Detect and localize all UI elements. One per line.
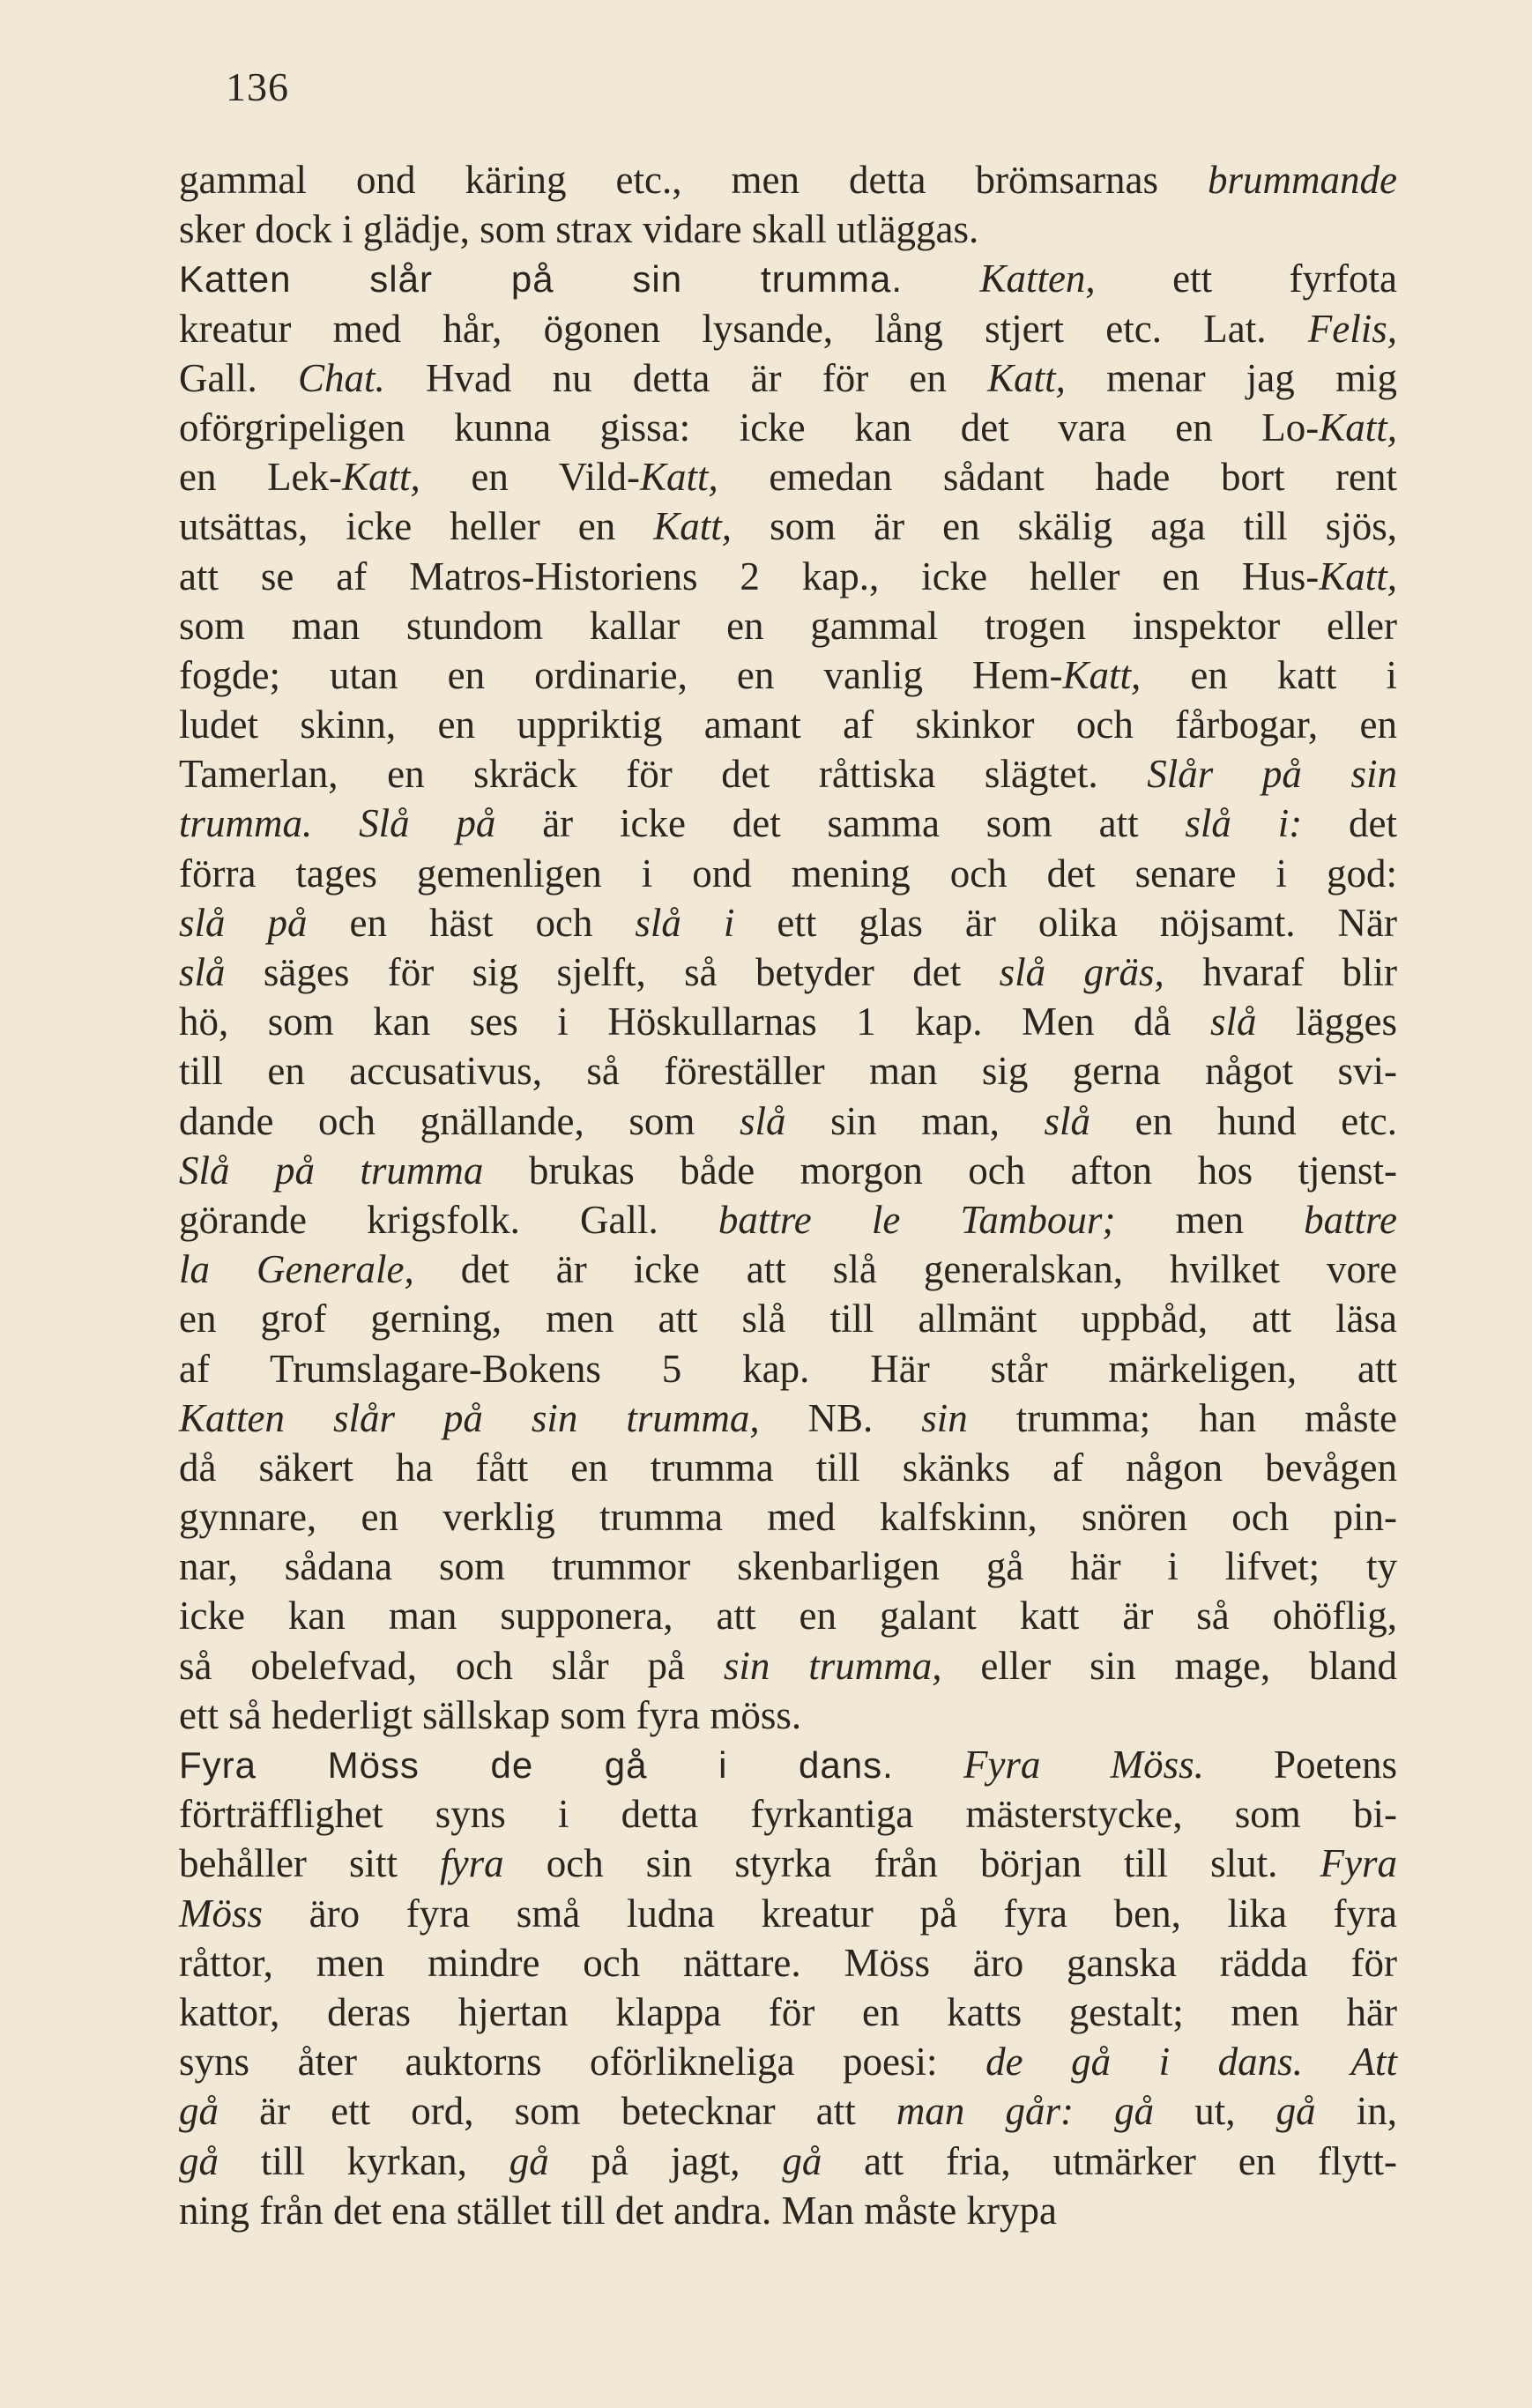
- text-run: en katt i: [1141, 652, 1397, 697]
- text-run: förträfflighet syns i detta fyrkantiga mästerstycke, som bi-: [179, 1792, 1397, 1837]
- text-run: är icke det samma som att: [495, 801, 1186, 846]
- italic-run: Felis,: [1307, 306, 1397, 351]
- text-line: [179, 997, 1397, 1046]
- text-line: [179, 2186, 1397, 2235]
- italic-run: Att: [1350, 2040, 1397, 2085]
- text-line: [179, 1046, 1397, 1096]
- italic-run: Katt,: [1319, 554, 1397, 598]
- italic-run: slå: [1044, 1098, 1091, 1143]
- text-line: [179, 1988, 1397, 2037]
- text-line: [179, 1195, 1397, 1245]
- text-line: [179, 700, 1397, 749]
- text-line: [179, 1542, 1397, 1591]
- text-line: [179, 155, 1397, 204]
- italic-run: Katt,: [1062, 652, 1142, 697]
- text-line: [179, 1938, 1397, 1988]
- text-run: ludet skinn, en uppriktig amant af skinkor och fårbogar, en: [179, 702, 1397, 747]
- text-line: [179, 849, 1397, 898]
- italic-run: trumma.: [179, 801, 313, 846]
- text-line: [179, 254, 1397, 303]
- italic-run: Chat.: [297, 355, 385, 400]
- text-run: ett så hederligt sällskap som fyra möss.: [179, 1692, 802, 1737]
- text-run: så obelefvad, och slår på: [179, 1643, 724, 1688]
- text-run: menar jag mig: [1065, 355, 1397, 400]
- text-line: [179, 1641, 1397, 1691]
- text-line: [179, 552, 1397, 601]
- italic-run: gå: [179, 2138, 219, 2183]
- text-run: som är en skälig aga till sjös,: [732, 504, 1398, 549]
- text-run: emedan sådant hade bort rent: [718, 455, 1398, 500]
- text-run: ett fyrfota: [1095, 256, 1397, 301]
- text-line: [179, 898, 1397, 948]
- text-run: en grof gerning, men att slå till allmänt uppbåd, att läsa: [179, 1297, 1397, 1341]
- text-line: [179, 353, 1397, 403]
- italic-run: Katten slår på sin trumma,: [179, 1395, 760, 1440]
- text-run: NB.: [759, 1395, 922, 1440]
- text-line: [179, 799, 1397, 848]
- italic-run: Fyra: [1320, 1841, 1397, 1886]
- italic-run: sin: [921, 1395, 968, 1440]
- text-line: [179, 1443, 1397, 1492]
- text-run: icke kan man supponera, att en galant katt är så ohöflig,: [179, 1594, 1397, 1639]
- italic-run: Katt,: [1319, 405, 1397, 450]
- text-run: Gall.: [179, 355, 298, 400]
- page-number: 136: [226, 64, 289, 109]
- section-heading: Fyra Möss de gå i dans.: [179, 1744, 894, 1786]
- text-run: en hund etc.: [1090, 1098, 1397, 1143]
- text-run: [903, 256, 979, 301]
- italic-run: la Generale,: [179, 1247, 414, 1292]
- text-run: brukas både morgon och afton hos tjenst-: [483, 1148, 1397, 1193]
- text-run: kattor, deras hjertan klappa för en katts gestalt; men här: [179, 1989, 1397, 2034]
- italic-run: slå gräs,: [999, 950, 1164, 994]
- text-run: behåller sitt: [179, 1841, 441, 1886]
- text-run: fogde; utan en ordinarie, en vanlig Hem-: [179, 652, 1063, 697]
- text-run: oförgripeligen kunna gissa: icke kan det vara en Lo-: [179, 405, 1320, 450]
- italic-run: slå i:: [1185, 801, 1303, 846]
- italic-run: Slå på: [359, 801, 496, 846]
- text-run: [894, 1743, 963, 1787]
- text-run: råttor, men mindre och nättare. Möss äro ganska rädda för: [179, 1940, 1397, 1985]
- text-line: [179, 1591, 1397, 1640]
- text-run: som man stundom kallar en gammal trogen inspektor eller: [179, 603, 1397, 648]
- text-line: [179, 1294, 1397, 1343]
- text-line: [179, 1691, 1397, 1740]
- body-text: [179, 155, 1397, 2235]
- text-line: [179, 601, 1397, 650]
- text-line: [179, 1789, 1397, 1839]
- text-run: till en accusativus, så föreställer man sig gerna något svi-: [179, 1049, 1397, 1094]
- text-run: Poetens: [1203, 1743, 1398, 1787]
- text-run: görande krigsfolk. Gall.: [179, 1197, 718, 1242]
- italic-run: slå: [179, 950, 226, 994]
- italic-run: gå: [1114, 2089, 1155, 2134]
- text-run: lägges: [1256, 1000, 1397, 1044]
- text-line: [179, 1839, 1397, 1888]
- text-run: äro fyra små ludna kreatur på fyra ben, lika fyra: [263, 1891, 1397, 1936]
- italic-run: Slå på trumma: [179, 1148, 484, 1193]
- text-run: på jagt,: [548, 2138, 783, 2183]
- text-run: Hvad nu detta är för en: [384, 355, 988, 400]
- italic-run: gå: [782, 2138, 822, 2183]
- italic-run: Slår på sin: [1147, 752, 1397, 797]
- text-run: är ett ord, som betecknar att: [219, 2089, 896, 2134]
- text-line: [179, 1740, 1397, 1789]
- section-heading: Katten slår på sin trumma.: [179, 258, 903, 301]
- text-line: [179, 1889, 1397, 1938]
- text-run: och sin styrka från början till slut.: [503, 1841, 1320, 1886]
- italic-run: de gå i dans.: [985, 2040, 1303, 2085]
- italic-run: slå på: [179, 900, 308, 945]
- italic-run: gå: [1275, 2089, 1316, 2134]
- text-line: [179, 749, 1397, 799]
- italic-run: Katt,: [342, 455, 420, 500]
- text-run: till kyrkan,: [219, 2138, 509, 2183]
- italic-run: gå: [509, 2138, 549, 2183]
- text-line: [179, 304, 1397, 353]
- italic-run: battre le Tambour;: [718, 1197, 1116, 1242]
- italic-run: gå: [179, 2089, 219, 2134]
- text-run: syns åter auktorns oförlikneliga poesi:: [179, 2040, 986, 2085]
- text-run: utsättas, icke heller en: [179, 504, 654, 549]
- italic-run: battre: [1304, 1197, 1397, 1242]
- text-line: [179, 204, 1397, 254]
- text-run: in,: [1315, 2089, 1397, 2134]
- text-run: eller sin mage, bland: [941, 1643, 1398, 1688]
- italic-run: Katt,: [987, 355, 1066, 400]
- text-run: gammal ond käring etc., men detta brömsarnas: [179, 158, 1208, 202]
- italic-run: Fyra Möss.: [963, 1743, 1204, 1787]
- text-run: en häst och: [307, 900, 636, 945]
- text-line: [179, 2137, 1397, 2186]
- text-run: kreatur med hår, ögonen lysande, lång stjert etc. Lat.: [179, 306, 1308, 351]
- italic-run: man går:: [896, 2089, 1074, 2134]
- text-run: [1303, 2040, 1351, 2084]
- text-line: [179, 2037, 1397, 2086]
- text-line: [179, 1492, 1397, 1542]
- text-run: ut,: [1154, 2089, 1276, 2134]
- italic-run: Katt,: [653, 504, 733, 549]
- text-run: hvaraf blir: [1164, 950, 1397, 994]
- text-line: [179, 1096, 1397, 1146]
- italic-run: slå i: [635, 900, 735, 945]
- text-run: sin man,: [785, 1098, 1045, 1143]
- text-run: sker dock i glädje, som strax vidare skall utläggas.: [179, 207, 979, 252]
- text-line: [179, 403, 1397, 452]
- text-run: hö, som kan ses i Höskullarnas 1 kap. Men då: [179, 1000, 1210, 1044]
- text-line: [179, 1245, 1397, 1294]
- text-run: att se af Matros-Historiens 2 kap., icke heller en Hus-: [179, 554, 1320, 598]
- italic-run: Möss: [179, 1891, 264, 1936]
- text-run: att fria, utmärker en flytt-: [822, 2138, 1398, 2183]
- text-run: ett glas är olika nöjsamt. När: [734, 900, 1397, 945]
- text-run: förra tages gemenligen i ond mening och det senare i god:: [179, 851, 1397, 896]
- text-run: det är icke att slå generalskan, hvilket vore: [413, 1247, 1397, 1292]
- text-run: nar, sådana som trummor skenbarligen gå här i lifvet; ty: [179, 1544, 1397, 1589]
- text-line: [179, 452, 1397, 502]
- italic-run: fyra: [440, 1841, 504, 1886]
- italic-run: slå: [739, 1098, 786, 1143]
- text-line: [179, 650, 1397, 700]
- italic-run: sin trumma,: [723, 1643, 942, 1688]
- italic-run: slå: [1210, 1000, 1257, 1044]
- text-line: [179, 2086, 1397, 2136]
- text-run: dande och gnällande, som: [179, 1098, 740, 1143]
- text-line: [179, 502, 1397, 551]
- text-line: [179, 1394, 1397, 1443]
- text-line: [179, 1146, 1397, 1195]
- text-line: [179, 1344, 1397, 1394]
- text-run: [312, 801, 359, 845]
- text-run: det: [1302, 801, 1397, 846]
- text-run: gynnare, en verklig trumma med kalfskinn, snören och pin-: [179, 1495, 1397, 1540]
- text-run: då säkert ha fått en trumma till skänks af någon bevågen: [179, 1445, 1397, 1490]
- italic-run: brummande: [1208, 158, 1397, 202]
- text-run: Tamerlan, en skräck för det råttiska slägtet.: [179, 752, 1148, 797]
- italic-run: Katten,: [979, 256, 1096, 301]
- text-run: ning från det ena stället till det andra. Man måste krypa: [179, 2188, 1057, 2233]
- text-run: en Vild-: [420, 455, 640, 500]
- text-run: en Lek-: [179, 455, 343, 500]
- text-line: [179, 948, 1397, 997]
- text-run: säges för sig sjelft, så betyder det: [225, 950, 1000, 994]
- text-run: af Trumslagare-Bokens 5 kap. Här står märkeligen, att: [179, 1346, 1397, 1391]
- text-run: [1074, 2089, 1114, 2133]
- text-run: trumma; han måste: [967, 1395, 1398, 1440]
- italic-run: Katt,: [639, 455, 718, 500]
- text-run: men: [1115, 1197, 1305, 1242]
